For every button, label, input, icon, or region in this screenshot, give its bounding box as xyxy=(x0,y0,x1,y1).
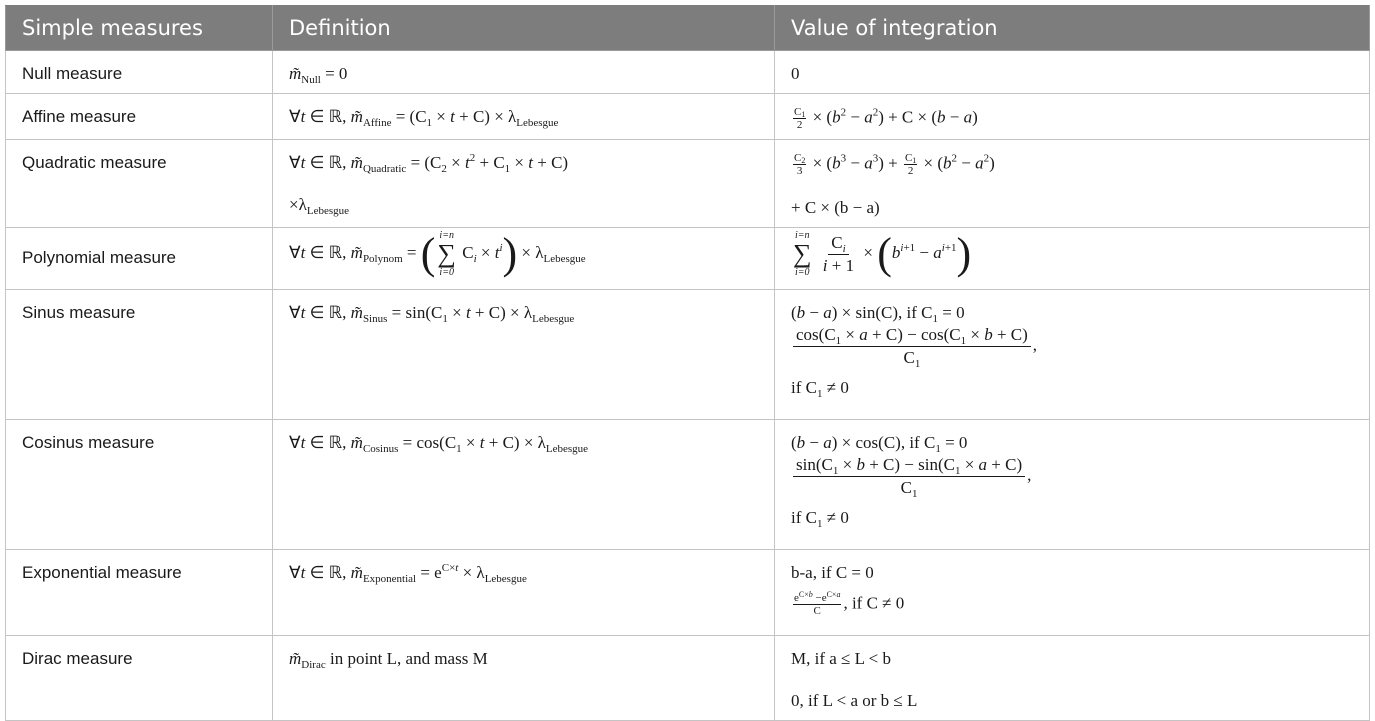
measure-definition: ∀t ∈ ℝ, $m̃_{Sinus} = \sin(C_1 \times t + C) \times \lambda_{Lebesgue}$ xyxy=(273,290,775,420)
table-row xyxy=(6,140,1370,228)
measure-definition: ∀t ∈ ℝ, $m̃_{Cosinus} = \cos(C_1 \times t + C) \times \lambda_{Lebesgue}$ xyxy=(273,420,775,550)
table-row xyxy=(6,420,1370,550)
measure-integral-value: $\frac{C_2}{3}$ × $(b^3 - a^3)$ + $\frac{C_1}{2}$ × $(b^2 - a^2)$ + C × (b − a) xyxy=(775,140,1370,228)
table-row xyxy=(6,94,1370,140)
measure-name: Sinus measure xyxy=(6,290,273,420)
table-row xyxy=(6,550,1370,636)
measure-definition: ∀t ∈ ℝ, $m̃_{Exponential} = e^{C\times t} \times \lambda_{Lebesgue}$ xyxy=(273,550,775,636)
measure-integral-value: i=n ∑ i=0 $\frac{C_i}{i + 1}$ × $(b^{i+1} - a^{i+1})$ xyxy=(775,228,1370,290)
measure-name: Polynomial measure xyxy=(6,228,273,290)
measure-name: Quadratic measure xyxy=(6,140,273,228)
measure-integral-value: $\frac{C_1}{2}$ × $(b^2 - a^2) + C \times (b - a)$ xyxy=(775,94,1370,140)
table-row xyxy=(6,636,1370,721)
measure-definition: ∀t ∈ ℝ, $m̃_{Polynom}$ = ( i=n ∑ i=0 $C_i \times t^i) \times \lambda_{Lebesgue}$ xyxy=(273,228,775,290)
measure-definition: $m̃_{Dirac}$ in point L, and mass M xyxy=(273,636,775,721)
measure-name: Affine measure xyxy=(6,94,273,140)
measure-integral-value: (b − a) × cos(C), if $C_1 = 0$ $\frac{\sin(C_1 \times b + C) - \sin(C_1 \times a + C)}{C_1}$ , if $C_1 \ne 0$ xyxy=(775,420,1370,550)
measures-table xyxy=(5,5,1370,721)
table-header-row xyxy=(6,6,1370,51)
column-header-definition: Definition xyxy=(273,6,775,51)
table-row xyxy=(6,51,1370,94)
table-row xyxy=(6,290,1370,420)
measure-integral-value: 0 xyxy=(775,51,1370,94)
column-header-simple-measures: Simple measures xyxy=(6,6,273,51)
measure-name: Cosinus measure xyxy=(6,420,273,550)
measure-name: Exponential measure xyxy=(6,550,273,636)
measure-integral-value: M, if a ≤ L < b 0, if L < a or b ≤ L xyxy=(775,636,1370,721)
measure-integral-value: b-a, if C = 0 $\frac{e^{C\times b} -e^{C\times a}}{C}$ , if C ≠ 0 xyxy=(775,550,1370,636)
measure-integral-value: (b − a) × sin(C), if $C_1 = 0$ $\frac{\cos(C_1 \times a + C) - \cos(C_1 \times b + C)}{C_1}$ , if $C_1 \ne 0$ xyxy=(775,290,1370,420)
measure-definition: ∀t ∈ ℝ, $m̃_{Quadratic} = (C_2 \times t^2 + C_1 \times t + C)$ $\times\lambda_{Lebesgue}$ xyxy=(273,140,775,228)
measure-name: Null measure xyxy=(6,51,273,94)
measure-name: Dirac measure xyxy=(6,636,273,721)
measure-definition: ∀t ∈ ℝ, $m̃_{Affine} = (C_1 \times t + C) \times \lambda_{Lebesgue}$ xyxy=(273,94,775,140)
column-header-value-of-integration: Value of integration xyxy=(775,6,1370,51)
table-row xyxy=(6,228,1370,290)
measure-definition: $m̃_{Null} = 0$ xyxy=(273,51,775,94)
